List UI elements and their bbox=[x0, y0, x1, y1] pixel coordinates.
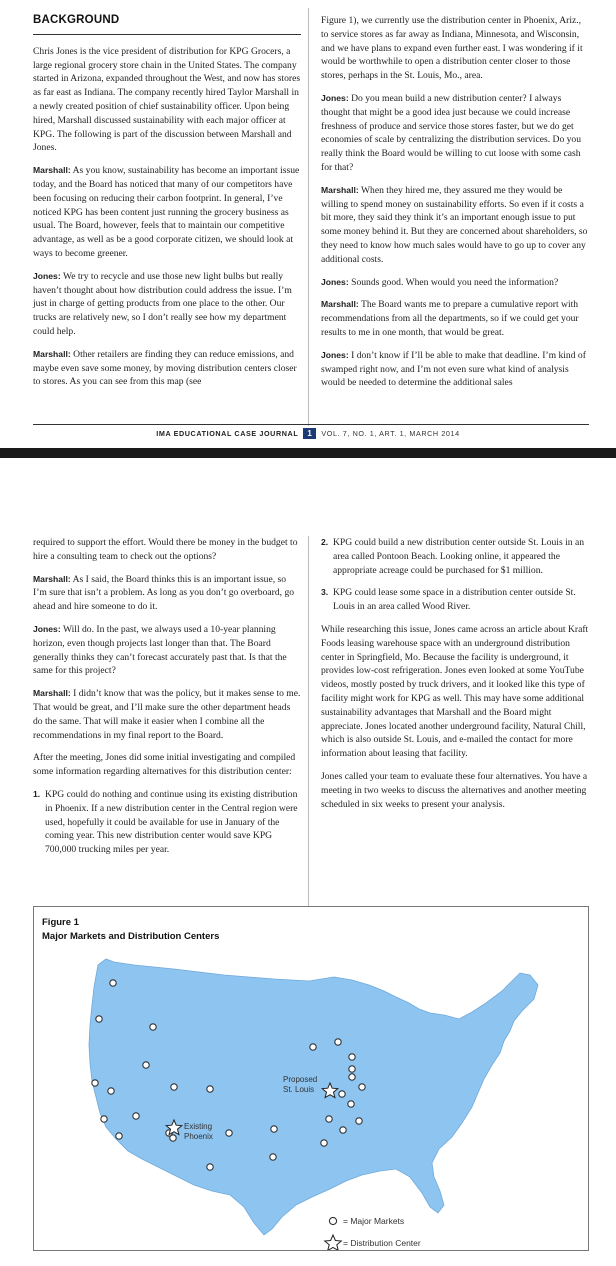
market-marker bbox=[101, 1116, 107, 1122]
page-one bbox=[0, 0, 616, 448]
dialogue-paragraph: Marshall: Other retailers are finding they can reduce emissions, and maybe even save some money, by moving distribution centers closer to stores. As you can see from this map (see bbox=[33, 348, 297, 388]
market-marker bbox=[340, 1127, 346, 1133]
figure-label: Figure 1 bbox=[42, 917, 79, 928]
market-marker bbox=[116, 1133, 122, 1139]
dialogue-paragraph: Marshall: The Board wants me to prepare a cumulative report with recommendations from all the departments, so if we could get your results to me in one month, that would be great. bbox=[321, 299, 579, 338]
right-column bbox=[321, 536, 589, 820]
market-marker bbox=[171, 1084, 177, 1090]
alternatives-list bbox=[33, 788, 301, 857]
market-marker bbox=[359, 1084, 365, 1090]
paragraph: Figure 1), we currently use the distribution center in Phoenix, Ariz., to service stores as far away as Indiana, Minnesota, and Wisconsin, and we have plans to expand even further east. I was wondering if it would be worthwhile to open a distribution center closer to those stores, perhaps in the St. Louis, Mo., area. bbox=[321, 15, 583, 82]
market-marker bbox=[96, 1016, 102, 1022]
page-separator bbox=[0, 448, 616, 458]
dialogue-paragraph: Marshall: When they hired me, they assured me they would be willing to spend money on sustainability efforts. So even if it costs a bit more, they said they think it’s an important enough issue to put some money behind it. But they are concerned about shareholders, so they need to know how much sales would have to go up to cover any additional costs. bbox=[321, 184, 588, 265]
market-marker bbox=[133, 1113, 139, 1119]
dialogue-paragraph: Marshall: As you know, sustainability has become an important issue today, and the Board has noticed that many of our competitors have been focusing on reducing their carbon footprint. In general, I’ve noticed KPG has been content just running the grocery business as usual. The Board, however, feels that to maintain our competitive advantage, as well as be a good corporate citizen, we should look at ways to become greener. bbox=[33, 165, 300, 259]
speaker-label: Jones: bbox=[321, 276, 349, 287]
market-marker bbox=[349, 1054, 355, 1060]
speaker-label: Marshall: bbox=[33, 688, 71, 699]
list-item: 3. KPG could lease some space in a distribution center outside St. Louis in an area called Wood River. bbox=[321, 587, 576, 613]
market-marker bbox=[356, 1118, 362, 1124]
market-marker bbox=[92, 1080, 98, 1086]
speaker-label: Jones: bbox=[33, 623, 61, 634]
market-marker bbox=[335, 1039, 341, 1045]
market-marker bbox=[110, 980, 116, 986]
paragraph: Chris Jones is the vice president of distribution for KPG Grocers, a large regional grocery store chain in the United States. The company started in Arizona, expanded throughout the West, and now has stores as far east as Indiana. The company recently hired Taylor Marshall in a newly created position of chief sustainability officer. Upon being hired, Marshall discussed sustainability with each major officer at KPG. The following is part of the discussion between Marshall and Jones. bbox=[33, 45, 301, 154]
market-marker bbox=[339, 1091, 345, 1097]
page-footer bbox=[0, 428, 616, 439]
market-marker bbox=[348, 1101, 354, 1107]
existing-label-line2: Phoenix bbox=[184, 1132, 213, 1141]
market-marker bbox=[349, 1074, 355, 1080]
paragraph: Jones called your team to evaluate these four alternatives. You have a meeting in two weeks to discuss the alternatives and another meeting scheduled in six weeks to present your analysis. bbox=[321, 770, 588, 810]
figure-title: Major Markets and Distribution Centers bbox=[42, 931, 220, 942]
speaker-label: Jones: bbox=[33, 270, 61, 281]
market-marker bbox=[270, 1154, 276, 1160]
dialogue-paragraph: Jones: Do you mean build a new distribution center? I always thought that might be a good idea just because we could increase freshness of produce and service those stores faster, but we do get economies of scale by centralizing the distribution services. Do you really think the Board would be willing to cut loose with some cash for that? bbox=[321, 92, 582, 173]
footer-rule bbox=[33, 424, 589, 425]
speaker-label: Marshall: bbox=[33, 573, 71, 584]
dialogue-paragraph: Marshall: I didn’t know that was the policy, but it makes sense to me. That would be great, and I’ll make sure the other department heads do the same. That will make it easier when I combine all the recommendations in my final report to the Board. bbox=[33, 688, 301, 741]
speaker-label: Marshall: bbox=[33, 348, 71, 359]
market-marker bbox=[226, 1130, 232, 1136]
list-item: 2. KPG could build a new distribution center outside St. Louis in an area called Pontoon Beach. Looking online, it appeared the appropriate acreage could be purchased for $1 million. bbox=[321, 537, 585, 576]
paragraph: After the meeting, Jones did some initial investigating and compiled some information regarding alternatives for this distribution center: bbox=[33, 752, 296, 778]
dialogue-paragraph: Jones: We try to recycle and use those new light bulbs but really haven’t thought about how distribution could address the issue. I’m just in charge of getting products from one place to the other. Our trucks are relatively new, so I don’t really see how my department could help. bbox=[33, 270, 292, 337]
speaker-label: Marshall: bbox=[321, 184, 359, 195]
existing-label-line1: Existing bbox=[184, 1122, 213, 1131]
speaker-label: Jones: bbox=[321, 92, 349, 103]
market-marker bbox=[326, 1116, 332, 1122]
paragraph: While researching this issue, Jones came across an article about Kraft Foods leasing warehouse space with an underground distribution center in Springfield, Mo. Because the facility is underground, it provides low-cost refrigeration. Jones even looked at some YouTube videos, mostly posted by truck drivers, and it looked like this type of facility might work for KPG as well. This may have some additional sustainability advantages that Marshall and the Board might appreciate. Jones located another underground facility, Natural Chill, which is also outside St. Louis, and e-mailed the contact for more information about leasing that facility. bbox=[321, 623, 589, 760]
legend-star-icon bbox=[325, 1235, 342, 1250]
dialogue-paragraph: Jones: Sounds good. When would you need the information? bbox=[321, 276, 559, 288]
speaker-label: Jones: bbox=[321, 349, 349, 360]
heading-rule bbox=[33, 34, 301, 35]
dialogue-paragraph: Jones: I don’t know if I’ll be able to make that deadline. I’m kind of swamped right now, and I’m not even sure what kind of analysis would be needed to determine the additional sales bbox=[321, 349, 586, 389]
dialogue-paragraph: Jones: Will do. In the past, we always used a 10-year planning horizon, even though projects last longer than that. The Board generally thinks they can’t forecast accurately past that. Is that the same for this project? bbox=[33, 623, 287, 677]
volume-info: VOL. 7, NO. 1, ART. 1, MARCH 2014 bbox=[321, 429, 460, 438]
market-marker bbox=[207, 1164, 213, 1170]
page-two bbox=[0, 458, 616, 1266]
right-column bbox=[321, 14, 589, 399]
list-item: 1. KPG could do nothing and continue using its existing distribution in Phoenix. If a new distribution center in the Central region were used, hopefully it could be available for use in January of the coming year. This new distribution center would save KPG 700,000 trucking miles per year. bbox=[33, 788, 298, 856]
market-marker bbox=[108, 1088, 114, 1094]
speaker-label: Marshall: bbox=[321, 299, 359, 310]
proposed-label-line1: Proposed bbox=[283, 1075, 318, 1084]
map-markers bbox=[34, 907, 588, 1250]
left-column bbox=[33, 14, 301, 398]
paragraph: required to support the effort. Would there be money in the budget to hire a consulting team to check out the options? bbox=[33, 537, 298, 562]
market-marker bbox=[310, 1044, 316, 1050]
page-number: 1 bbox=[303, 428, 316, 439]
journal-name: IMA EDUCATIONAL CASE JOURNAL bbox=[156, 429, 299, 438]
speaker-label: Marshall: bbox=[33, 165, 71, 176]
market-marker bbox=[207, 1086, 213, 1092]
legend-markets-label: = Major Markets bbox=[343, 1216, 405, 1226]
figure-box bbox=[33, 906, 589, 1251]
market-marker bbox=[321, 1140, 327, 1146]
column-divider bbox=[308, 536, 309, 956]
market-marker bbox=[271, 1126, 277, 1132]
market-marker bbox=[143, 1062, 149, 1068]
distribution-center-star-st-louis bbox=[322, 1083, 338, 1098]
dialogue-paragraph: Marshall: As I said, the Board thinks this is an important issue, so I’m sure that isn’t a problem. As long as you don’t go overboard, go ahead and hire someone to do it. bbox=[33, 573, 295, 613]
market-marker bbox=[349, 1066, 355, 1072]
left-column bbox=[33, 536, 301, 866]
market-marker bbox=[150, 1024, 156, 1030]
legend-centers-label: = Distribution Center bbox=[343, 1238, 421, 1248]
alternatives-list bbox=[321, 536, 589, 614]
legend-market-icon bbox=[329, 1217, 336, 1224]
section-heading: BACKGROUND bbox=[33, 14, 120, 26]
proposed-label-line2: St. Louis bbox=[283, 1085, 315, 1094]
column-divider bbox=[308, 8, 309, 426]
